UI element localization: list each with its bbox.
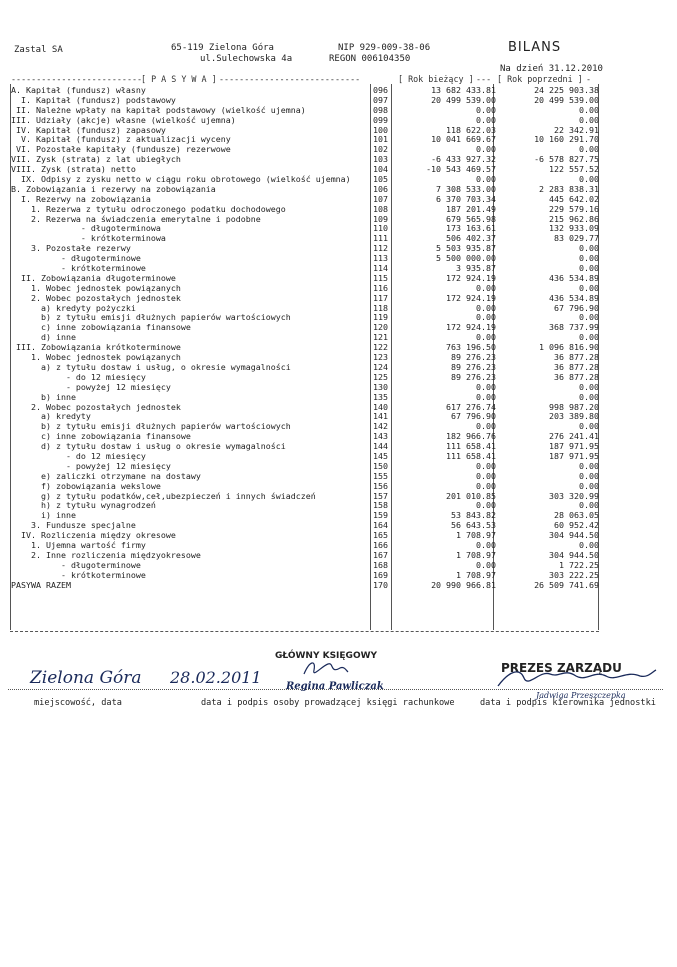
row-number: 116 [373, 282, 388, 293]
column-header-current: [ Rok bieżący ] [398, 74, 474, 84]
row-number: 158 [373, 500, 388, 511]
current-year-value: 0.00 [476, 174, 496, 185]
current-year-value: 118 622.03 [446, 124, 496, 135]
row-label: f) zobowiązania wekslowe [11, 480, 161, 491]
row-number: 106 [373, 183, 388, 194]
previous-year-value: 67 796.90 [554, 302, 599, 313]
row-label: c) inne zobowiązania finansowe [11, 431, 191, 442]
current-year-value: -10 543 469.57 [426, 164, 496, 175]
current-year-value: 173 163.61 [446, 223, 496, 234]
current-year-value: 0.00 [476, 539, 496, 550]
current-year-value: 89 276.23 [451, 361, 496, 372]
table-bottom-border [10, 631, 599, 632]
current-year-value: 0.00 [476, 282, 496, 293]
chief-accountant-name: Regina Pawliczak [286, 681, 384, 692]
current-year-value: 0.00 [476, 312, 496, 323]
row-number: 104 [373, 164, 388, 175]
row-label: c) inne zobowiązania finansowe [11, 322, 191, 333]
row-number: 144 [373, 441, 388, 452]
caption-head-of-unit: data i podpis kierownika jednostki [480, 698, 656, 708]
row-label: 2. Inne rozliczenia międzyokresowe [11, 549, 201, 560]
row-label: h) z tytułu wynagrodzeń [11, 500, 156, 511]
previous-year-value: 0.00 [579, 253, 599, 264]
row-label: III. Udziały (akcje) własne (wielkość ujemna) [11, 114, 236, 125]
row-number: 102 [373, 144, 388, 155]
current-year-value: 763 196.50 [446, 342, 496, 353]
chief-accountant-stamp: GŁÓWNY KSIĘGOWY [275, 651, 378, 661]
row-number: 121 [373, 332, 388, 343]
row-number: 159 [373, 510, 388, 521]
column-header-previous: [ Rok poprzedni ] [497, 74, 583, 84]
current-year-value: 0.00 [476, 500, 496, 511]
row-number: 125 [373, 371, 388, 382]
caption-place-date: miejscowość, data [34, 698, 122, 708]
current-year-value: 20 990 966.81 [431, 579, 496, 590]
row-number: 170 [373, 579, 388, 590]
balance-date: Na dzień 31.12.2010 [500, 64, 603, 74]
row-label: V. Kapitał (fundusz) z aktualizacji wyceny [11, 134, 231, 145]
previous-year-value: 304 944.50 [549, 530, 599, 541]
previous-year-value: 0.00 [579, 381, 599, 392]
row-number: 098 [373, 104, 388, 115]
previous-year-value: 83 029.77 [554, 233, 599, 244]
previous-year-value: 24 225 903.38 [534, 85, 599, 95]
current-year-value: 13 682 433.81 [431, 85, 496, 95]
previous-year-value: 0.00 [579, 174, 599, 185]
row-number: 110 [373, 223, 388, 234]
current-year-value: 3 935.87 [456, 263, 496, 274]
table-row [11, 581, 599, 591]
previous-year-value: 303 222.25 [549, 569, 599, 580]
previous-year-value: 368 737.99 [549, 322, 599, 333]
current-year-value: 0.00 [476, 114, 496, 125]
current-year-value: 617 276.74 [446, 401, 496, 412]
table-row [11, 383, 599, 393]
row-number: 169 [373, 569, 388, 580]
previous-year-value: 0.00 [579, 500, 599, 511]
current-year-value: 7 308 533.00 [436, 183, 496, 194]
row-number: 155 [373, 470, 388, 481]
current-year-value: 0.00 [476, 332, 496, 343]
previous-year-value: 26 509 741.69 [534, 579, 599, 590]
table-row [11, 501, 599, 511]
current-year-value: 172 924.19 [446, 272, 496, 283]
row-number: 096 [373, 85, 388, 95]
row-number: 124 [373, 361, 388, 372]
row-number: 107 [373, 193, 388, 204]
table-row [11, 571, 599, 581]
company-street: ul.Sulechowska 4a [200, 54, 293, 64]
row-label: PASYWA RAZEM [11, 579, 71, 590]
row-label: d) inne [11, 332, 76, 343]
row-label: - długoterminowa [11, 223, 161, 234]
previous-year-value: 20 499 539.00 [534, 94, 599, 105]
row-label: IV. Rozliczenia między okresowe [11, 530, 176, 541]
current-year-value: 0.00 [476, 302, 496, 313]
current-year-value: 0.00 [476, 480, 496, 491]
row-number: 101 [373, 134, 388, 145]
previous-year-value: 436 534.89 [549, 272, 599, 283]
row-label: A. Kapitał (fundusz) własny [11, 85, 146, 95]
row-label: d) z tytułu dostaw i usług o okresie wymagalności [11, 441, 286, 452]
company-name: Zastal SA [14, 45, 63, 55]
row-label: - powyżej 12 miesięcy [11, 381, 171, 392]
row-number: 111 [373, 233, 388, 244]
row-number: 135 [373, 391, 388, 402]
previous-year-value: 22 342.91 [554, 124, 599, 135]
company-postal-city: 65-119 Zielona Góra [171, 43, 274, 53]
row-number: 157 [373, 490, 388, 501]
caption-accountant: data i podpis osoby prowadzącej księgi rachunkowe [201, 698, 455, 708]
current-year-value: 5 503 935.87 [436, 243, 496, 254]
row-number: 119 [373, 312, 388, 323]
current-year-value: 0.00 [476, 460, 496, 471]
board-stamp: PREZES ZARZĄDU [501, 661, 622, 675]
current-year-value: 0.00 [476, 391, 496, 402]
row-number: 168 [373, 559, 388, 570]
row-label: 2. Wobec pozostałych jednostek [11, 401, 181, 412]
row-label: 1. Rezerwa z tytułu odroczonego podatku dochodowego [11, 203, 286, 214]
row-label: VIII. Zysk (strata) netto [11, 164, 136, 175]
header-separator-mid: ---------------------------- [219, 74, 361, 84]
current-year-value: 111 658.41 [446, 450, 496, 461]
current-year-value: 89 276.23 [451, 352, 496, 363]
current-year-value: 201 010.85 [446, 490, 496, 501]
row-label: 2. Rezerwa na świadczenia emerytalne i podobne [11, 213, 261, 224]
row-number: 114 [373, 263, 388, 274]
row-number: 140 [373, 401, 388, 412]
previous-year-value: 203 389.80 [549, 411, 599, 422]
row-label: a) kredyty pożyczki [11, 302, 136, 313]
previous-year-value: 0.00 [579, 332, 599, 343]
current-year-value: 0.00 [476, 104, 496, 115]
current-year-value: 172 924.19 [446, 322, 496, 333]
row-label: g) z tytułu podatków,ceł,ubezpieczeń i innych świadczeń [11, 490, 316, 501]
previous-year-value: 445 642.02 [549, 193, 599, 204]
row-number: 145 [373, 450, 388, 461]
row-label: - do 12 miesięcy [11, 371, 146, 382]
previous-year-value: 36 877.28 [554, 352, 599, 363]
current-year-value: 506 402.37 [446, 233, 496, 244]
row-label: III. Zobowiązania krótkoterminowe [11, 342, 181, 353]
previous-year-value: -6 578 827.75 [534, 154, 599, 165]
row-number: 122 [373, 342, 388, 353]
table-row [11, 403, 599, 413]
row-label: 1. Wobec jednostek powiązanych [11, 352, 181, 363]
current-year-value: 111 658.41 [446, 441, 496, 452]
previous-year-value: 303 320.99 [549, 490, 599, 501]
previous-year-value: 215 962.86 [549, 213, 599, 224]
header-separator-gap: --- [476, 74, 492, 84]
previous-year-value: 132 933.09 [549, 223, 599, 234]
current-year-value: 172 924.19 [446, 292, 496, 303]
current-year-value: -6 433 927.32 [431, 154, 496, 165]
row-number: 130 [373, 381, 388, 392]
previous-year-value: 60 952.42 [554, 520, 599, 531]
previous-year-value: 0.00 [579, 144, 599, 155]
current-year-value: 20 499 539.00 [431, 94, 496, 105]
current-year-value: 0.00 [476, 381, 496, 392]
current-year-value: 5 500 000.00 [436, 253, 496, 264]
row-number: 109 [373, 213, 388, 224]
row-number: 143 [373, 431, 388, 442]
row-label: - długoterminowe [11, 253, 141, 264]
previous-year-value: 36 877.28 [554, 361, 599, 372]
row-label: - krótkoterminowe [11, 263, 146, 274]
row-label: b) z tytułu emisji dłużnych papierów wartościowych [11, 312, 291, 323]
previous-year-value: 0.00 [579, 391, 599, 402]
previous-year-value: 0.00 [579, 470, 599, 481]
previous-year-value: 0.00 [579, 421, 599, 432]
row-label: B. Zobowiązania i rezerwy na zobowiązania [11, 183, 216, 194]
row-label: - długoterminowe [11, 559, 141, 570]
row-label: I. Rezerwy na zobowiązania [11, 193, 151, 204]
row-label: 1. Ujemna wartość firmy [11, 539, 146, 550]
current-year-value: 56 643.53 [451, 520, 496, 531]
current-year-value: 53 843.82 [451, 510, 496, 521]
previous-year-value: 0.00 [579, 104, 599, 115]
row-number: 166 [373, 539, 388, 550]
row-number: 150 [373, 460, 388, 471]
current-year-value: 0.00 [476, 470, 496, 481]
current-year-value: 89 276.23 [451, 371, 496, 382]
balance-rows [11, 86, 599, 590]
company-nip: NIP 929-009-38-06 [338, 43, 431, 53]
row-label: 2. Wobec pozostałych jednostek [11, 292, 181, 303]
previous-year-value: 187 971.95 [549, 441, 599, 452]
row-label: - krótkoterminowa [11, 233, 166, 244]
previous-year-value: 229 579.16 [549, 203, 599, 214]
row-number: 120 [373, 322, 388, 333]
current-year-value: 0.00 [476, 144, 496, 155]
row-number: 118 [373, 302, 388, 313]
previous-year-value: 0.00 [579, 539, 599, 550]
row-label: 1. Wobec jednostek powiązanych [11, 282, 181, 293]
row-label: b) z tytułu emisji dłużnych papierów wartościowych [11, 421, 291, 432]
row-label: VII. Zysk (strata) z lat ubiegłych [11, 154, 181, 165]
row-label: I. Kapitał (fundusz) podstawowy [11, 94, 176, 105]
previous-year-value: 0.00 [579, 460, 599, 471]
previous-year-value: 36 877.28 [554, 371, 599, 382]
row-label: - powyżej 12 miesięcy [11, 460, 171, 471]
row-label: II. Zobowiązania długoterminowe [11, 272, 176, 283]
row-number: 099 [373, 114, 388, 125]
previous-year-value: 122 557.52 [549, 164, 599, 175]
previous-year-value: 10 160 291.70 [534, 134, 599, 145]
column-header-pasywa: [ P A S Y W A ] [141, 74, 217, 84]
row-number: 100 [373, 124, 388, 135]
current-year-value: 182 966.76 [446, 431, 496, 442]
row-label: 3. Fundusze specjalne [11, 520, 136, 531]
previous-year-value: 2 283 838.31 [539, 183, 599, 194]
previous-year-value: 276 241.41 [549, 431, 599, 442]
row-label: 3. Pozostałe rezerwy [11, 243, 131, 254]
row-number: 112 [373, 243, 388, 254]
previous-year-value: 436 534.89 [549, 292, 599, 303]
row-label: II. Należne wpłaty na kapitał podstawowy (wielkość ujemna) [11, 104, 306, 115]
row-number: 105 [373, 174, 388, 185]
previous-year-value: 1 722.25 [559, 559, 599, 570]
previous-year-value: 187 971.95 [549, 450, 599, 461]
row-label: IX. Odpisy z zysku netto w ciągu roku obrotowego (wielkość ujemna) [11, 174, 351, 185]
company-regon: REGON 006104350 [329, 54, 411, 64]
header-separator-left: -------------------------- [11, 74, 143, 84]
row-number: 164 [373, 520, 388, 531]
previous-year-value: 998 987.20 [549, 401, 599, 412]
previous-year-value: 0.00 [579, 480, 599, 491]
row-number: 115 [373, 272, 388, 283]
previous-year-value: 0.00 [579, 312, 599, 323]
current-year-value: 10 041 669.67 [431, 134, 496, 145]
row-number: 156 [373, 480, 388, 491]
row-label: a) z tytułu dostaw i usług, o okresie wymagalności [11, 361, 291, 372]
previous-year-value: 0.00 [579, 243, 599, 254]
table-row [11, 323, 599, 333]
previous-year-value: 304 944.50 [549, 549, 599, 560]
row-label: e) zaliczki otrzymane na dostawy [11, 470, 201, 481]
current-year-value: 1 708.97 [456, 569, 496, 580]
board-member-name: Jadwiga Przeszczepka [536, 691, 626, 700]
row-number: 108 [373, 203, 388, 214]
chief-accountant-signature [300, 658, 350, 680]
previous-year-value: 1 096 816.90 [539, 342, 599, 353]
previous-year-value: 28 063.05 [554, 510, 599, 521]
row-number: 117 [373, 292, 388, 303]
row-number: 165 [373, 530, 388, 541]
row-label: b) inne [11, 391, 76, 402]
handwritten-place: Zielona Góra [30, 668, 142, 688]
row-number: 097 [373, 94, 388, 105]
row-number: 167 [373, 549, 388, 560]
handwritten-date: 28.02.2011 [170, 668, 262, 687]
document-title: BILANS [508, 40, 562, 55]
current-year-value: 187 201.49 [446, 203, 496, 214]
current-year-value: 0.00 [476, 559, 496, 570]
header-separator-right: - [586, 74, 592, 84]
current-year-value: 6 370 703.34 [436, 193, 496, 204]
current-year-value: 0.00 [476, 421, 496, 432]
row-number: 142 [373, 421, 388, 432]
row-number: 103 [373, 154, 388, 165]
row-label: a) kredyty [11, 411, 91, 422]
current-year-value: 67 796.90 [451, 411, 496, 422]
previous-year-value: 0.00 [579, 263, 599, 274]
current-year-value: 1 708.97 [456, 530, 496, 541]
current-year-value: 1 708.97 [456, 549, 496, 560]
row-label: i) inne [11, 510, 76, 521]
row-number: 123 [373, 352, 388, 363]
row-label: - krótkoterminowe [11, 569, 146, 580]
row-number: 141 [373, 411, 388, 422]
row-label: VI. Pozostałe kapitały (fundusze) rezerwowe [11, 144, 231, 155]
previous-year-value: 0.00 [579, 282, 599, 293]
current-year-value: 679 565.98 [446, 213, 496, 224]
previous-year-value: 0.00 [579, 114, 599, 125]
row-label: IV. Kapitał (fundusz) zapasowy [11, 124, 166, 135]
row-number: 113 [373, 253, 388, 264]
row-label: - do 12 miesięcy [11, 450, 146, 461]
